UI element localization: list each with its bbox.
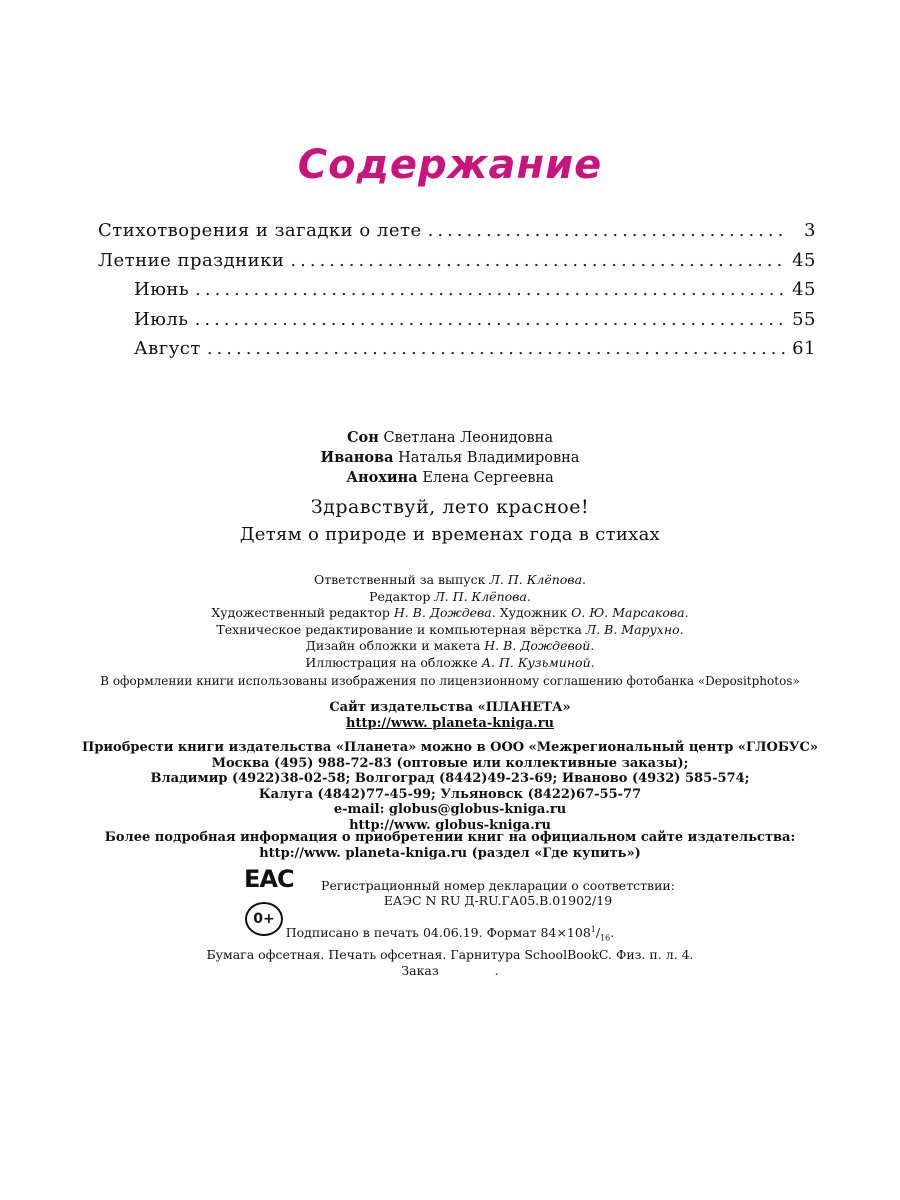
credit-label: Художник	[499, 605, 568, 620]
table-of-contents	[98, 220, 816, 368]
credit-person: О. Ю. Марсакова	[571, 605, 685, 620]
author-name: Светлана Леонидовна	[383, 430, 553, 446]
author-line	[0, 448, 900, 468]
toc-leader-dots	[207, 338, 786, 359]
toc-entry-title: Летние праздники	[98, 249, 285, 271]
toc-subentry[interactable]	[98, 279, 816, 309]
toc-leader-dots	[195, 279, 786, 300]
globus-link[interactable]: http://www. globus-kniga.ru	[349, 817, 551, 833]
authors-block	[0, 428, 900, 488]
toc-entry-page: 45	[792, 279, 816, 300]
credit-person: Л. В. Марухно	[585, 621, 680, 637]
site-link[interactable]: http://www. planeta-kniga.ru	[346, 716, 554, 731]
credit-label: Техническое редактирование и компьютерная вёрстка	[216, 621, 582, 637]
toc-entry-title: Июль	[134, 308, 189, 330]
toc-entry[interactable]	[98, 250, 816, 280]
purchase-line: Калуга (4842)77-45-99; Ульяновск (8422)67-55-77	[258, 786, 642, 802]
printing-line: Бумага офсетная. Печать офсетная. Гарнитура SchoolBookC. Физ. п. л. 4.	[206, 946, 694, 962]
order-end: .	[494, 962, 499, 978]
credit-line: Техническое редактирование и компьютерная вёрстка Л. В. Марухно.	[216, 621, 684, 637]
toc-entry-page: 45	[792, 249, 816, 271]
format-denominator: 16	[600, 933, 611, 943]
author-surname: Анохина	[346, 469, 418, 486]
toc-entry-title: Июнь	[134, 279, 190, 300]
toc-entry-page: 55	[792, 308, 816, 330]
toc-subentry[interactable]	[98, 338, 816, 368]
credit-person: Л. П. Клёпова	[489, 572, 583, 587]
more-info-link[interactable]: http://www. planeta-kniga.ru (раздел «Где купить»)	[259, 845, 641, 861]
registration-info	[288, 878, 708, 908]
order-label: Заказ	[401, 962, 439, 978]
more-info-line: Более подробная информация о приобретении книг на официальном сайте издательства:	[104, 830, 796, 845]
toc-entry[interactable]	[98, 220, 816, 250]
author-surname: Сон	[347, 429, 379, 446]
author-name: Елена Сергеевна	[422, 470, 554, 486]
more-info	[0, 830, 900, 861]
registration-line: Регистрационный номер декларации о соответствии:	[321, 878, 675, 893]
credit-label: Иллюстрация на обложке	[305, 654, 478, 670]
format-numerator: 1	[590, 925, 596, 934]
printing-line: Подписано в печать 04.06.19. Формат $84\times 108^1/_{16}$.	[285, 925, 615, 943]
contents-title: Содержание	[297, 142, 603, 188]
book-title: Здравствуй, лето красное!	[310, 496, 590, 518]
author-line	[0, 428, 900, 448]
book-subtitle: Детям о природе и временах года в стихах	[239, 524, 661, 545]
toc-entry-title: Август	[134, 338, 201, 359]
credit-person: Л. П. Клёпова	[434, 588, 527, 604]
credit-label: Дизайн обложки и макета	[305, 638, 481, 653]
author-name: Наталья Владимировна	[398, 450, 580, 466]
toc-entry-page: 61	[792, 338, 816, 359]
credit-line: Дизайн обложки и макета Н. В. Дождевой.	[305, 638, 595, 653]
email-link[interactable]: e-mail: globus@globus-kniga.ru	[333, 802, 567, 817]
publisher-site	[0, 700, 900, 732]
credit-person: Н. В. Дождевой	[484, 638, 591, 653]
author-surname: Иванова	[320, 449, 394, 466]
credits-block	[0, 572, 900, 671]
toc-leader-dots	[290, 250, 786, 271]
signed-text: Подписано в печать 04.06.19. Формат 84×108	[285, 925, 591, 941]
purchase-info	[0, 740, 900, 833]
toc-leader-dots	[428, 220, 788, 241]
toc-subentry[interactable]	[98, 309, 816, 339]
eac-certification-icon: ЕАС	[244, 865, 294, 893]
credit-label: Художественный редактор	[211, 605, 390, 620]
author-line	[0, 468, 900, 488]
purchase-line: Приобрести книги издательства «Планета» можно в ООО «Межрегиональный центр «ГЛОБУС»	[82, 740, 818, 755]
printing-info	[0, 922, 900, 979]
credit-person: А. П. Кузьминой	[481, 654, 591, 670]
credit-label: Редактор	[369, 588, 431, 604]
age-rating-icon: 0+	[245, 902, 283, 936]
purchase-line: Москва (495) 988-72-83 (оптовые или коллективные заказы);	[211, 755, 689, 771]
credit-line: Ответственный за выпуск Л. П. Клёпова.	[313, 572, 587, 587]
credit-person: Н. В. Дождева	[393, 605, 492, 620]
order-line	[0, 963, 900, 979]
toc-leader-dots	[195, 309, 786, 330]
toc-entry-title: Стихотворения и загадки о лете	[98, 220, 422, 241]
credit-line: Иллюстрация на обложке А. П. Кузьминой.	[305, 654, 595, 670]
registration-line: ЕАЭС N RU Д-RU.ГА05.В.01902/19	[383, 893, 613, 908]
photobank-note: В оформлении книги использованы изображения по лицензионному соглашению фотобанка «Depositphotos»	[100, 674, 800, 688]
credit-line: Редактор Л. П. Клёпова.	[369, 588, 531, 604]
credit-label: Ответственный за выпуск	[313, 572, 486, 587]
toc-entry-page: 3	[804, 220, 816, 241]
purchase-line: Владимир (4922)38-02-58; Волгоград (8442)49-23-69; Иваново (4932) 585-574;	[150, 771, 750, 786]
site-label: Сайт издательства «ПЛАНЕТА»	[329, 700, 571, 715]
credit-line: Художественный редактор Н. В. Дождева. Художник О. Ю. Марсакова.	[211, 605, 689, 620]
